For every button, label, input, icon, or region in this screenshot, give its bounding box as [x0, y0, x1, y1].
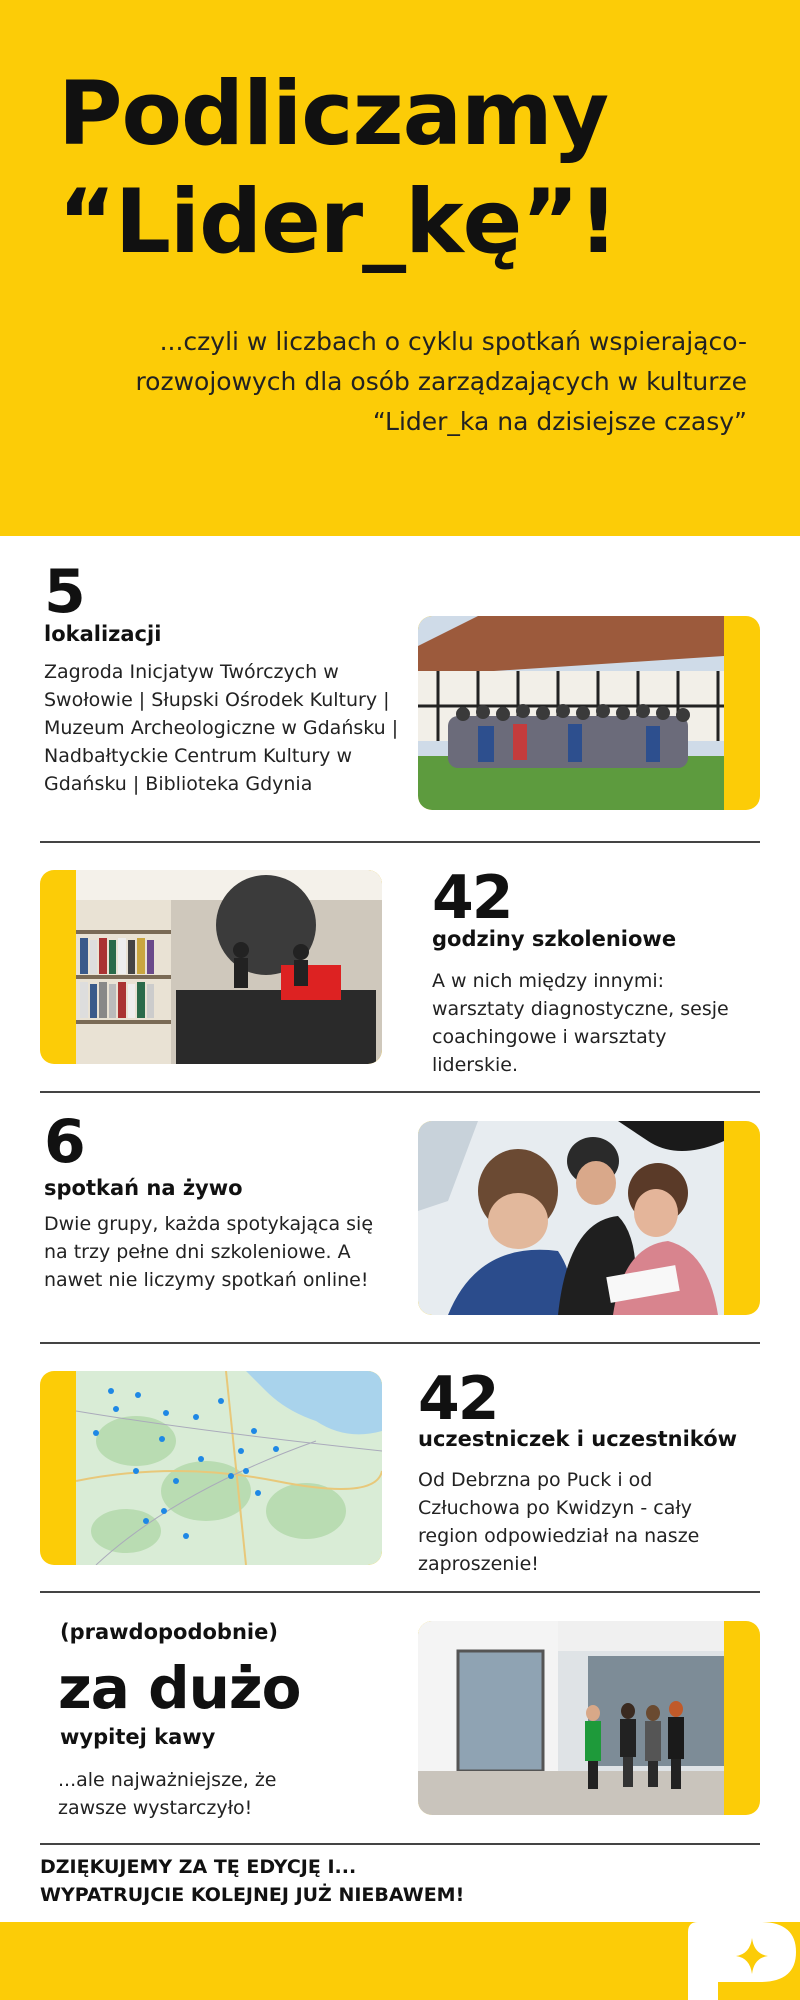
workshop-photo-image [418, 1121, 724, 1315]
stat-description-meetings: Dwie grupy, każda spotykająca się na trzy pełne dni szkoleniowe. A nawet nie liczymy spotkań online! [44, 1213, 374, 1291]
stat-description-participants: Od Debrzna po Puck i od Człuchowa po Kwidzyn - cały region odpowiedział na nasze zaproszenie! [418, 1469, 700, 1575]
page-subtitle: ...czyli w liczbach o cyklu spotkań wspierająco-rozwojowych dla osób zarządzających w kulturze “Lider_ka na dzisiejsze czasy” [135, 327, 747, 436]
stat-big-coffee: za dużo [58, 1654, 301, 1722]
library-photo-image [76, 870, 382, 1064]
footer-thanks [40, 1853, 464, 1909]
footer-line-1: DZIĘKUJEMY ZA TĘ EDYCJĘ I... [40, 1856, 357, 1878]
section-divider [40, 841, 760, 843]
footer-bar [0, 1922, 800, 2000]
stat-number-locations: 5 [44, 557, 84, 627]
title-line-1: Podliczamy [58, 62, 609, 165]
people-walking-photo-image [418, 1621, 724, 1815]
stat-label-locations: lokalizacji [44, 622, 162, 646]
stat-number-hours: 42 [432, 863, 512, 933]
stat-number-participants: 42 [418, 1364, 498, 1434]
group-photo-image [418, 616, 724, 810]
photo-group-timbered-house [418, 616, 760, 810]
stat-description-hours: A w nich między innymi: warsztaty diagnostyczne, sesje coachingowe i warsztaty liderskie. [432, 970, 729, 1076]
header-banner [0, 0, 800, 536]
stat-label-meetings: spotkań na żywo [44, 1176, 243, 1200]
section-divider [40, 1843, 760, 1845]
photo-library-interior [40, 870, 382, 1064]
stat-label-participants: uczestniczek i uczestników [418, 1427, 738, 1451]
region-map-image [76, 1371, 382, 1565]
photo-people-walking [418, 1621, 760, 1815]
section-divider [40, 1591, 760, 1593]
photo-workshop-participants [418, 1121, 760, 1315]
stat-label-coffee: wypitej kawy [60, 1725, 216, 1749]
stat-description-locations: Zagroda Inicjatyw Twórczych w Swołowie | Słupski Ośrodek Kultury | Muzeum Archeologiczne w Gdańsku | Nadbałtyckie Centrum Kultury w Gdańsku | Biblioteka Gdynia [44, 661, 399, 795]
stat-number-meetings: 6 [44, 1107, 84, 1177]
stat-label-hours: godziny szkoleniowe [432, 927, 677, 951]
title-line-2: “Lider_kę”! [58, 170, 618, 273]
p-star-logo-icon [680, 1922, 800, 2000]
section-divider [40, 1342, 760, 1344]
page-title [58, 60, 758, 276]
footer-line-2: WYPATRUJCIE KOLEJNEJ JUŻ NIEBAWEM! [40, 1884, 465, 1906]
stat-pre-coffee: (prawdopodobnie) [60, 1620, 278, 1644]
section-divider [40, 1091, 760, 1093]
stat-description-coffee: ...ale najważniejsze, że zawsze wystarczyło! [58, 1769, 277, 1819]
photo-region-map [40, 1371, 382, 1565]
